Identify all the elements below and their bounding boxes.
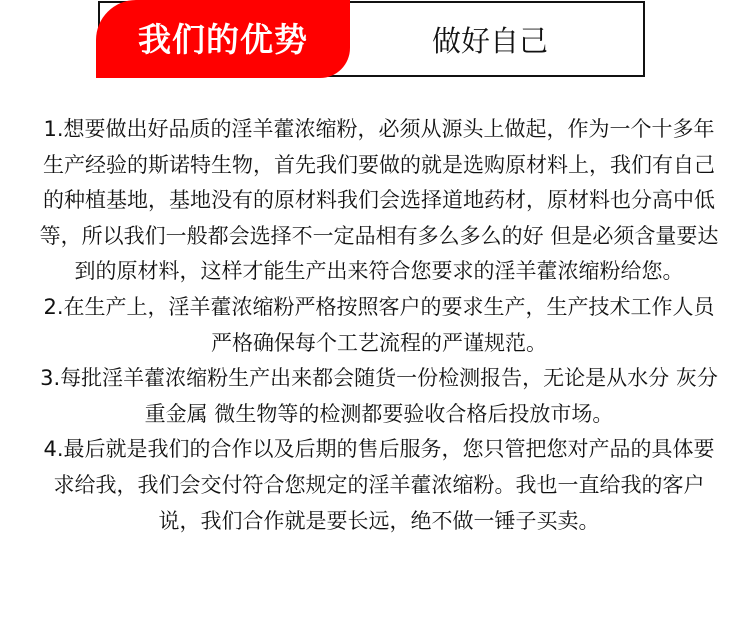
page-title: 我们的优势 <box>138 19 308 59</box>
advantage-paragraph-1: 1.想要做出好品质的淫羊藿浓缩粉，必须从源头上做起，作为一个十多年生产经验的斯诺特生物，首先我们要做的就是选购原材料上，我们有自己的种植基地，基地没有的原材料我们会选择道地药材，原材料也分高中低等，所以我们一般都会选择不一定品相有多么多么的好 但是必须含量要达到的原材料，这样才能生产出来符合您要求的淫羊藿浓缩粉给您。 <box>39 117 719 284</box>
page-subtitle: 做好自己 <box>431 23 548 58</box>
advantages-text <box>36 112 722 539</box>
advantage-paragraph-3: 3.每批淫羊藿浓缩粉生产出来都会随货一份检测报告，无论是从水分 灰分 重金属 微生物等的检测都要验收合格后投放市场。 <box>40 366 718 426</box>
header-title-badge <box>96 0 350 78</box>
advantage-paragraph-4: 4.最后就是我们的合作以及后期的售后服务，您只管把您对产品的具体要求给我，我们会交付符合您规定的淫羊藿浓缩粉。我也一直给我的客户说，我们合作就是要长远，绝不做一锤子买卖。 <box>43 437 715 533</box>
advantage-paragraph-2: 2.在生产上，淫羊藿浓缩粉严格按照客户的要求生产，生产技术工作人员严格确保每个工艺流程的严谨规范。 <box>43 294 715 355</box>
